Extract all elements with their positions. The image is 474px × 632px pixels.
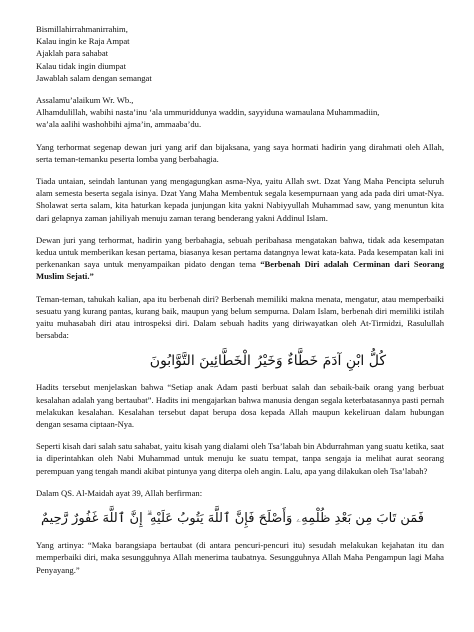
opening-pantun [36, 23, 444, 84]
pantun-line: Jawablah salam dengan semangat [36, 72, 152, 83]
praise-paragraph: Tiada untaian, seindah lantunan yang mengagungkan asma-Nya, yaitu Allah swt. Dzat Yang Maha Pencipta seluruh alam semesta beserta segala isinya. Dzat Yang Maha Membentuk segala kesempurnaan yang ada pada diri umat-Nya. Sholawat serta salam, kita haturkan kepada junjungan kita yakni Nabiyyullah Muhammad saw, yang menuntun kita dari gelapnya zaman jahiliyah menuju zaman terang benderang yakni Addinul Islam. [36, 176, 444, 223]
salam-line: Assalamu’alaikum Wr. Wb., [36, 95, 134, 106]
quran-verse-arabic: فَمَن تَابَ مِن بَعْدِ ظُلْمِهِۦ وَأَصْلَحَ فَإِنَّ ٱللَّهَ يَتُوبُ عَلَيْهِ ۗ إِنَّ ٱللَّهَ غَفُورٌ رَّحِيمٌ [41, 511, 424, 527]
quran-intro-line: Dalam QS. Al-Maidah ayat 39, Allah berfirman: [36, 487, 203, 498]
hadith-arabic-text: كُلُّ ابْنِ آدَمَ خَطَّاءٌ وَخَيْرُ الْخَطَّائِينَ التَّوَّابُونَ [149, 353, 386, 370]
pantun-line: Kalau tidak ingin diumpat [36, 60, 126, 71]
pantun-line: Bismillahirrahmanirrahim, [36, 24, 128, 34]
salam-paragraph [36, 94, 444, 131]
greeting-paragraph: Yang terhormat segenap dewan juri yang arif dan bijaksana, yang saya hormati hadirin yang dirahmati oleh Allah, serta teman-temanku peserta lomba yang berbahagia. [36, 141, 444, 164]
theme-paragraph [36, 234, 444, 283]
story-paragraph: Seperti kisah dari salah satu sahabat, yaitu kisah yang dialami oleh Tsa’labah bin Abdurrahman yang suatu ketika, saat ia diperintahkan oleh Nabi Muhammad untuk menuju ke suatu tempat, tanpa sengaja ia melihat aurat seorang perempuan yang tengah mandi akibat pintunya yang diterpa oleh angin. Lalu, apa yang dilakukan oleh Tsa’labah? [36, 441, 444, 476]
salam-line: wa’ala aalihi washohbihi ajma’in, ammaaba’du. [36, 119, 202, 130]
hadith-explanation-paragraph: Hadits tersebut menjelaskan bahwa “Setiap anak Adam pasti berbuat salah dan sebaik-baik orang yang berbuat kesalahan adalah yang bertaubat”. Hadits ini mengajarkan bahwa manusia dengan segala keterbatasannya pasti pernah melakukan kesalahan. Kesalahan tersebut dapat berupa dosa kepada Allah maupun kekeliruan dalam hubungan dengan sesama ciptaan-Nya. [36, 382, 444, 430]
pantun-line: Ajaklah para sahabat [36, 48, 109, 59]
definition-paragraph: Teman-teman, tahukah kalian, apa itu berbenah diri? Berbenah memiliki makna menata, mengatur, atau memperbaiki sesuatu yang kurang pantas, kurang baik, maupun yang belum sempurna. Dalam Islam, berbenah diri memiliki istilah yaitu muhasabah diri atau introspeksi diri. Dalam sebuah hadits yang diriwayatkan oleh At-Tirmidzi, Rasulullah bersabda: [36, 293, 444, 341]
pantun-line: Kalau ingin ke Raja Ampat [36, 36, 130, 47]
translation-paragraph: Yang artinya: “Maka barangsiapa bertaubat (di antara pencuri-pencuri itu) sesudah melakukan kejahatan itu dan memperbaiki diri, maka sesungguhnya Allah menerima taubatnya. Sesungguhnya Allah Maha Pengampun lagi Maha Penyayang.” [36, 540, 444, 575]
theme-intro-text: Dewan juri yang terhormat, hadirin yang berbahagia, sebuah peribahasa mengatakan bahwa, tidak ada kesempatan kedua untuk memberikan kesan pertama, biasanya kesan pertama datangnya lewat kata-kata. Pada kesempatan kali ini perkenankan saya untuk menyampaikan pidato dengan tema [36, 234, 444, 270]
salam-line: Alhamdulillah, wabihi nasta’inu ‘ala ummuriddunya waddin, sayyiduna wamaulana Muhammadiin, [36, 107, 380, 118]
speech-theme: “Berbenah Diri adalah Cerminan dari Seorang Muslim Sejati.” [36, 259, 445, 282]
